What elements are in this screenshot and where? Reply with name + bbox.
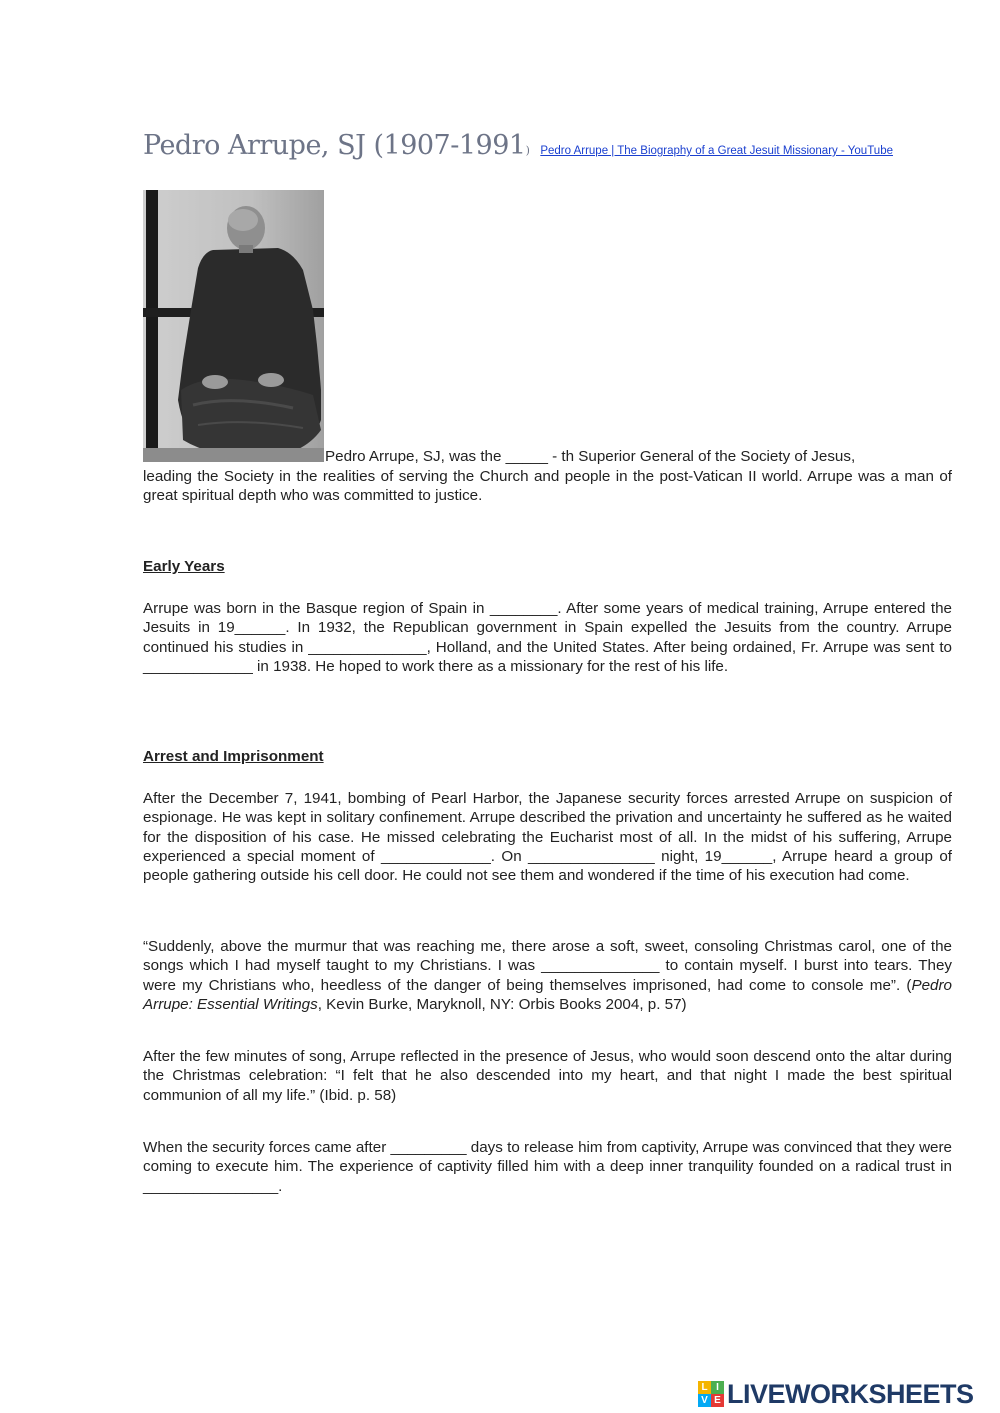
- logo-letter-e: E: [711, 1394, 724, 1407]
- logo-letter-v: V: [698, 1394, 711, 1407]
- liveworksheets-logo-text: LIVEWORKSHEETS: [727, 1378, 974, 1409]
- youtube-video-link[interactable]: Pedro Arrupe | The Biography of a Great Jesuit Missionary - YouTube: [540, 145, 893, 157]
- logo-letter-l: L: [698, 1381, 711, 1394]
- liveworksheets-logo-icon: [698, 1381, 724, 1407]
- intro-paragraph: leading the Society in the realities of serving the Church and people in the post-Vatican II world. Arrupe was a man of great spiritual depth who was committed to justice.: [143, 468, 952, 505]
- early-years-paragraph: Arrupe was born in the Basque region of Spain in ________. After some years of medical training, Arrupe entered the Jesuits in 19______. In 1932, the Republican government in Spain expelled the Jesuits from the country. Arrupe continued his studies in ______________, Holland, and the United States. After being ordained, Fr. Arrupe was sent to _____________ in 1938. He hoped to work there as a missionary for the rest of his life.: [143, 600, 952, 675]
- heading-arrest: Arrest and Imprisonment: [143, 748, 324, 765]
- logo-letter-i: I: [711, 1381, 724, 1394]
- liveworksheets-logo: [698, 1378, 994, 1410]
- intro-first-line: Pedro Arrupe, SJ, was the _____ - th Superior General of the Society of Jesus,: [325, 448, 856, 465]
- portrait-photo: [143, 190, 324, 462]
- arrest-paragraph-1: After the December 7, 1941, bombing of Pearl Harbor, the Japanese security forces arrested Arrupe on suspicion of espionage. He was kept in solitary confinement. Arrupe described the privation and uncertainty he suffered as he waited for the disposition of his case. He missed celebrating the Eucharist most of all. In the midst of his suffering, Arrupe experienced a special moment of _____________. On _______________ night, 19______, Arrupe heard a group of people gathering outside his cell door. He could not see them and wondered if the time of his execution had come.: [143, 790, 952, 885]
- arrest-paragraph-2-quote: [143, 937, 952, 1014]
- heading-early-years: Early Years: [143, 558, 225, 575]
- arrest-paragraph-3: After the few minutes of song, Arrupe reflected in the presence of Jesus, who would soon descend onto the altar during the Christmas celebration: “I felt that he also descended into my heart, and that night I made the best spiritual communion of all my life.” (Ibid. p. 58): [143, 1048, 952, 1104]
- page-title: Pedro Arrupe, SJ (1907-1991: [143, 130, 526, 161]
- title-row: [143, 130, 963, 161]
- arrest-paragraph-4: When the security forces came after _________ days to release him from captivity, Arrupe was convinced that they were coming to execute him. The experience of captivity filled him with a deep inner tranquility founded on a radical trust in ________________.: [143, 1139, 952, 1195]
- book-title: Pedro Arrupe: Essential Writings: [143, 976, 952, 1013]
- title-paren: ): [525, 144, 530, 157]
- quote-citation: , Kevin Burke, Maryknoll, NY: Orbis Books 2004, p. 57): [317, 995, 687, 1013]
- portrait-image: [143, 190, 324, 462]
- quote-text: “Suddenly, above the murmur that was reaching me, there arose a soft, sweet, consoling Christmas carol, one of the songs which I had myself taught to my Christians. I was ______________ to contain myself. I burst into tears. They were my Christians who, heedless of the danger of being themselves imprisoned, had come to console me”. (: [143, 938, 952, 994]
